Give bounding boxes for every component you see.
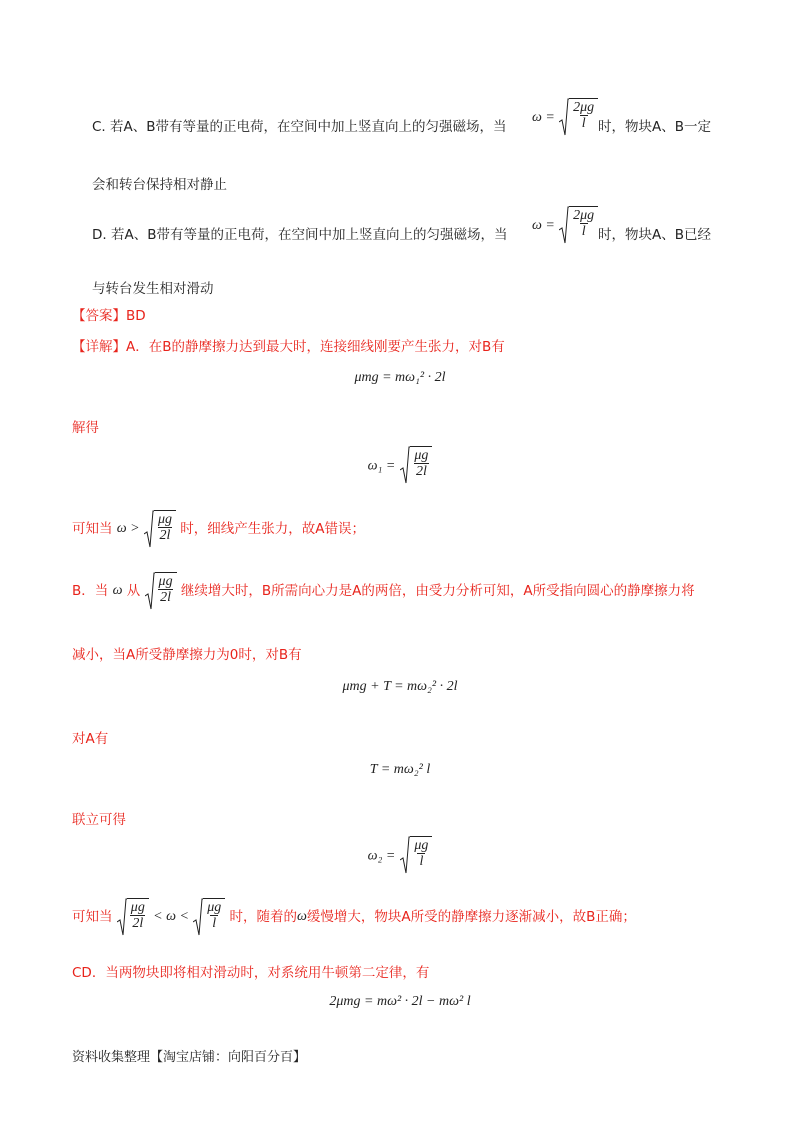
fraction-numerator: 2μg <box>573 100 595 115</box>
omega-symbol: ω = <box>532 218 555 233</box>
option-d-text: D. 若A、B带有等量的正电荷，在空间中加上竖直向上的匀强磁场，当 <box>92 227 508 243</box>
fraction-denominator: l <box>212 916 217 931</box>
answer-label: 【答案】 <box>72 308 126 324</box>
part-cd: CD．当两物块即将相对滑动时，对系统用牛顿第二定律，有 <box>72 965 430 981</box>
page-footer: 资料收集整理【淘宝店铺：向阳百分百】 <box>72 1050 307 1065</box>
fraction-denominator: 2l <box>159 528 171 543</box>
conclusion-b <box>72 898 636 936</box>
equation-1: μmg = mω₁² · 2l <box>354 370 446 385</box>
conclusion-b-post-pre: 时，随着的 <box>229 909 298 925</box>
answer-line <box>72 307 146 325</box>
fraction-denominator: 2l <box>132 916 144 931</box>
for-a-label: 对A有 <box>72 731 109 747</box>
sqrt-expression <box>559 206 598 244</box>
option-c-text-tail: 时，物块A、B一定 <box>598 119 711 135</box>
option-d-line2: 与转台发生相对滑动 <box>92 281 214 297</box>
fraction-numerator: μg <box>157 512 172 527</box>
sqrt-expression <box>559 98 598 136</box>
option-c-text: C. 若A、B带有等量的正电荷，在空间中加上竖直向上的匀强磁场，当 <box>92 119 507 135</box>
fraction-denominator: 2l <box>415 464 427 479</box>
option-c-line1-tail <box>598 118 711 136</box>
solve-label: 解得 <box>72 420 99 436</box>
part-b-post: 继续增大时，B所需向心力是A的两倍，由受力分析可知，A所受指向圆心的静摩擦力将 <box>180 583 695 599</box>
combine-label: 联立可得 <box>72 812 126 828</box>
option-c-line2: 会和转台保持相对静止 <box>92 177 227 193</box>
part-b-pre: B．当 <box>72 583 109 599</box>
part-b-line2: 减小，当A所受静摩擦力为0时，对B有 <box>72 647 302 663</box>
equation-6: 2μmg = mω² · 2l − mω² l <box>329 994 471 1009</box>
sqrt-expression <box>400 836 432 874</box>
equation-3: μmg + T = mω₂² · 2l <box>342 679 458 694</box>
fraction-numerator: μg <box>414 448 429 463</box>
part-b-line1 <box>72 572 695 610</box>
inequality: < ω < <box>153 909 189 924</box>
omega-symbol: ω <box>297 909 307 924</box>
equation-5 <box>0 836 800 874</box>
part-b-from: 从 <box>126 583 141 599</box>
omega1-symbol: ω₁ = <box>367 458 396 474</box>
sqrt-expression <box>117 898 149 936</box>
omega-symbol: ω = <box>532 110 555 125</box>
fraction-denominator: 2l <box>160 590 171 605</box>
inequality: ω > <box>116 521 140 536</box>
sqrt-expression <box>144 510 176 548</box>
detail-label: 【详解】 <box>72 339 126 355</box>
option-c-formula <box>532 98 598 136</box>
fraction-numerator: 2μg <box>573 208 595 223</box>
detail-part-a <box>72 338 505 356</box>
equation-2 <box>0 446 800 484</box>
conclusion-a-post: 时，细线产生张力，故A错误； <box>180 521 366 537</box>
fraction-numerator: μg <box>130 900 145 915</box>
omega-symbol: ω <box>112 583 123 598</box>
option-d-text-tail: 时，物块A、B已经 <box>598 227 711 243</box>
sqrt-expression <box>145 572 177 610</box>
omega2-symbol: ω₂ = <box>367 848 396 864</box>
option-c-line1 <box>92 118 507 136</box>
fraction-denominator: l <box>581 224 586 239</box>
conclusion-b-post: 缓慢增大，物块A所受的静摩擦力逐渐减小，故B正确； <box>306 909 636 925</box>
option-d-line1-tail <box>598 226 711 244</box>
conclusion-a-pre: 可知当 <box>72 521 113 537</box>
option-d-line1 <box>92 226 507 244</box>
fraction-numerator: μg <box>158 574 173 589</box>
sqrt-expression <box>193 898 225 936</box>
answer-value: BD <box>126 308 146 324</box>
conclusion-b-pre: 可知当 <box>72 909 113 925</box>
fraction-denominator: l <box>419 854 424 869</box>
equation-4: T = mω₂² l <box>369 762 431 777</box>
fraction-denominator: l <box>581 116 586 131</box>
detail-part-a-text: A．在B的静摩擦力达到最大时，连接细线刚要产生张力，对B有 <box>126 339 505 355</box>
option-d-formula <box>532 206 598 244</box>
fraction-numerator: μg <box>207 900 222 915</box>
conclusion-a <box>72 510 365 548</box>
sqrt-expression <box>400 446 432 484</box>
fraction-numerator: μg <box>414 838 429 853</box>
